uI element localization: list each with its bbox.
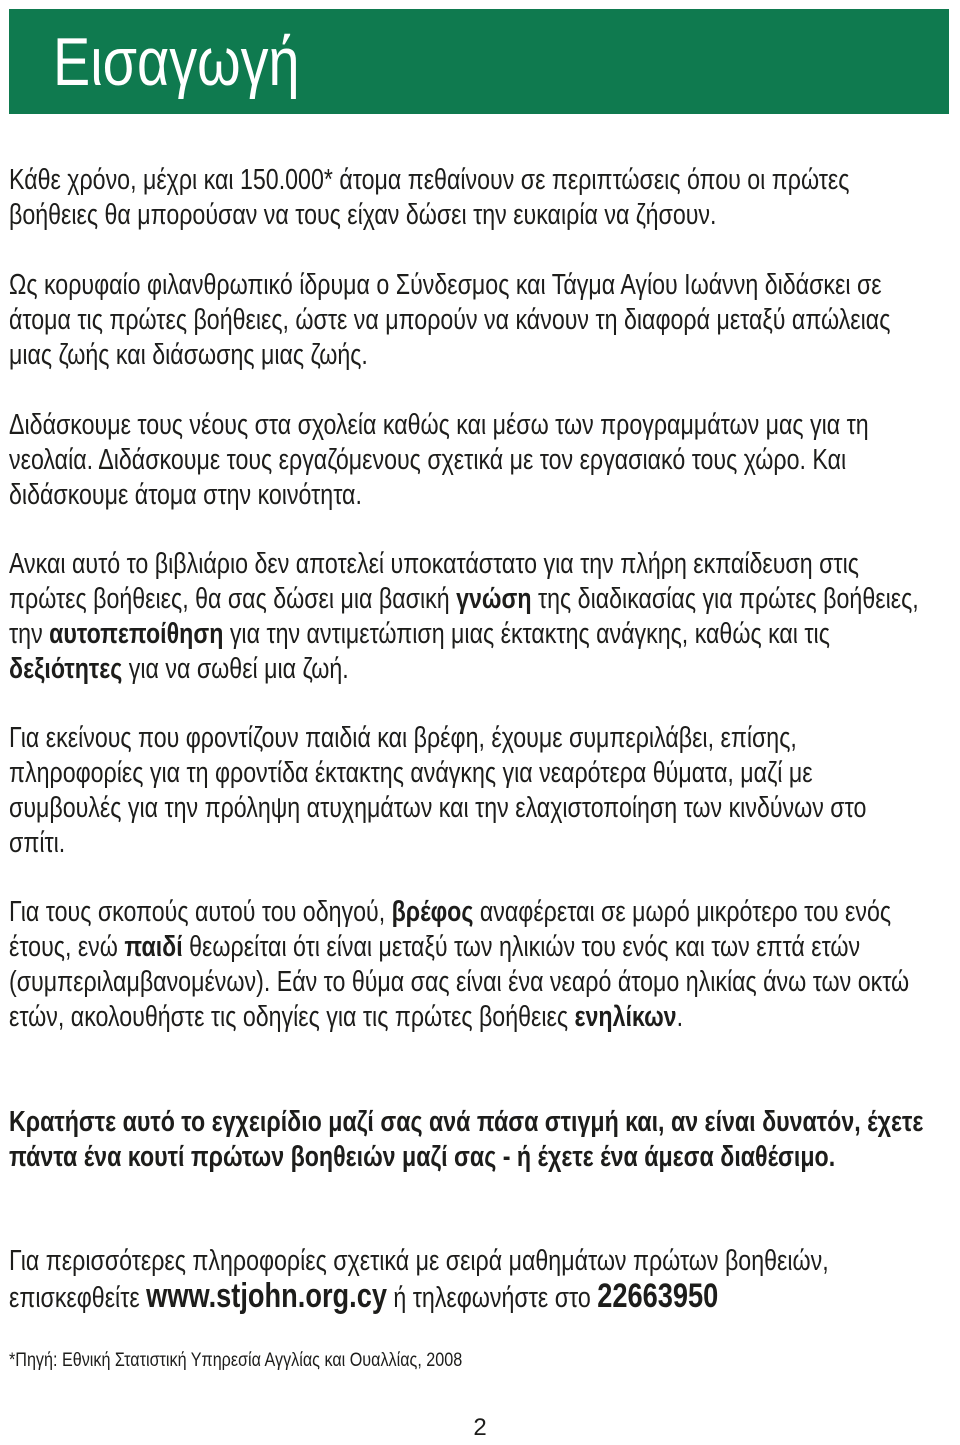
paragraph-definitions: [9, 895, 929, 1035]
emphasis-confidence: αυτοπεποίθηση: [49, 618, 224, 650]
paragraph-organization: Ως κορυφαίο φιλανθρωπικό ίδρυμα ο Σύνδεσμος και Τάγμα Αγίου Ιωάννη διδάσκει σε άτομα τις πρώτες βοήθειες, ώστε να μπορούν να κάνουν τη διαφορά μεταξύ απώλειας μιας ζωής και διάσωσης μιας ζωής.: [9, 269, 891, 371]
emphasis-knowledge: γνώση: [456, 583, 532, 615]
text-span: .: [676, 1001, 684, 1033]
paragraph-children-care: Για εκείνους που φροντίζουν παιδιά και βρέφη, έχουμε συμπεριλάβει, επίσης, πληροφορίες για τη φροντίδα έκτακτης ανάγκης για νεαρότερα θύματα, μαζί με συμβουλές για την πρόληψη ατυχημάτων και την ελαχιστοποίηση των κινδύνων στο σπίτι.: [9, 722, 867, 859]
website-link[interactable]: www.stjohn.org.cy: [146, 1277, 387, 1315]
paragraph-booklet: [9, 547, 929, 687]
text-span: Για τους σκοπούς αυτού του οδηγού,: [9, 896, 392, 928]
paragraph-more-info: [9, 1244, 929, 1316]
source-footnote: *Πηγή: Εθνική Στατιστική Υπηρεσία Αγγλίας και Ουαλλίας, 2008: [9, 1350, 463, 1371]
paragraph-keep-handbook: Κρατήστε αυτό το εγχειρίδιο μαζί σας ανά πάσα στιγμή και, αν είναι δυνατόν, έχετε πάντα ένα κουτί πρώτων βοηθειών μαζί σας - ή έχετε ένα άμεσα διαθέσιμο.: [9, 1106, 924, 1173]
text-span: Ανκαι αυτό το βιβλιάριο δεν αποτελεί υποκατάστατο για την πλήρη εκπαίδευση στις πρώτες βοήθειες, θα σας δώσει μια βασική: [9, 548, 859, 615]
text-span: θεωρείται ότι είναι μεταξύ των ηλικιών του ενός και των επτά ετών (συμπεριλαμβανομένων). Εάν το θύμα σας είναι ένα νεαρό άτομο ηλικίας άνω των οκτώ ετών, ακολουθήστε τις οδηγίες για τις πρώτες βοήθειες: [9, 931, 910, 1033]
title-banner: [9, 9, 949, 114]
emphasis-adults: ενηλίκων: [574, 1001, 677, 1033]
text-span: της διαδικασίας για πρώτες βοήθειες, την: [9, 583, 919, 650]
text-span: Για περισσότερες πληροφορίες σχετικά με σειρά μαθημάτων πρώτων βοηθειών, επισκεφθείτε: [9, 1245, 829, 1314]
paragraph-intro: Κάθε χρόνο, μέχρι και 150.000* άτομα πεθαίνουν σε περιπτώσεις όπου οι πρώτες βοήθειες θα μπορούσαν να τους είχαν δώσει την ευκαιρία να ζήσουν.: [9, 164, 850, 231]
text-span: για να σωθεί μια ζωή.: [122, 653, 349, 685]
page-title: Εισαγωγή: [53, 24, 300, 100]
text-span: για την αντιμετώπιση μιας έκτακτης ανάγκης, καθώς και τις: [223, 618, 830, 650]
emphasis-skills: δεξιότητες: [9, 653, 123, 685]
paragraph-teaching: Διδάσκουμε τους νέους στα σχολεία καθώς και μέσω των προγραμμάτων μας για τη νεολαία. Διδάσκουμε τους εργαζόμενους σχετικά με τον εργασιακό τους χώρο. Και διδάσκουμε άτομα στην κοινότητα.: [9, 409, 869, 511]
emphasis-child: παιδί: [124, 931, 183, 963]
page-number: 2: [473, 1414, 487, 1441]
text-span: ή τηλεφωνήστε στο: [386, 1282, 598, 1314]
emphasis-infant: βρέφος: [391, 896, 474, 928]
text-span: αναφέρεται σε μωρό μικρότερο του ενός έτους, ενώ: [9, 896, 892, 963]
phone-number: 22663950: [597, 1277, 719, 1315]
